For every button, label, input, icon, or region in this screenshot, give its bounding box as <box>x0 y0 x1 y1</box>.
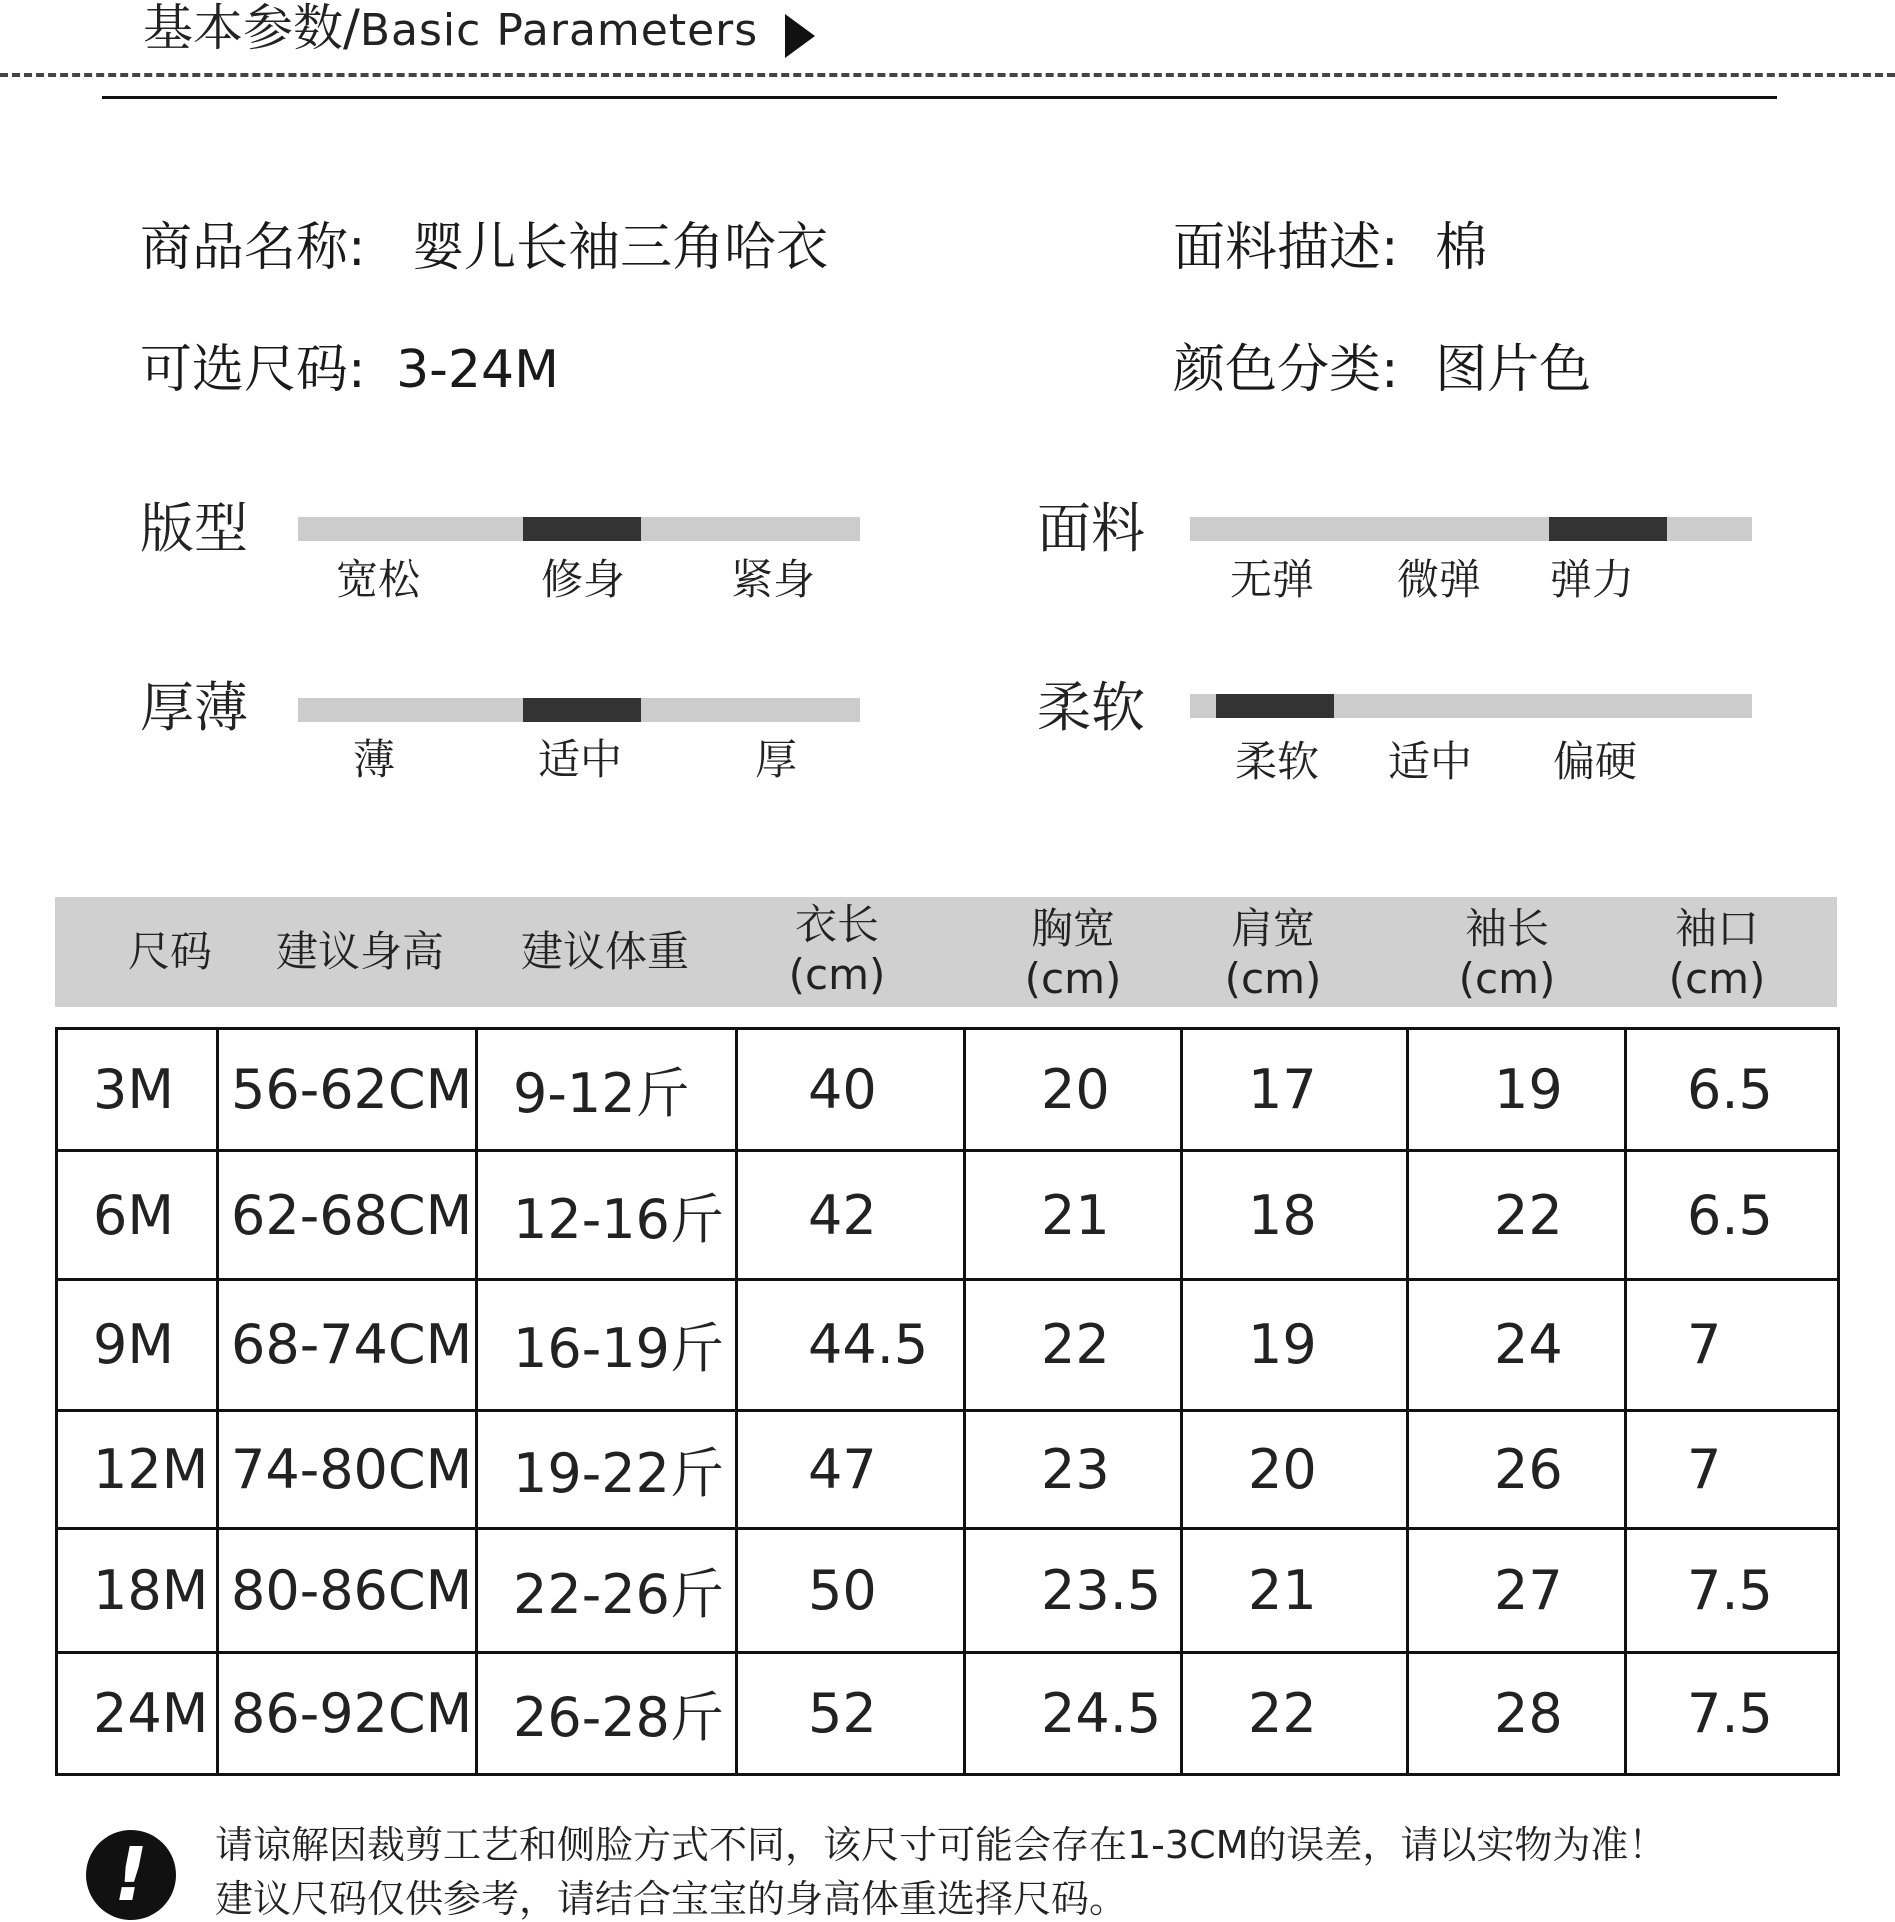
note-line-1: 请谅解因裁剪工艺和侧脸方式不同，该尺寸可能会存在1-3CM的误差，请以实物为准！ <box>215 1823 1667 1867</box>
thickness-option-thin: 薄 <box>353 735 396 784</box>
table-cell: 47 <box>737 1410 965 1528</box>
table-cell: 26-28斤 <box>477 1653 737 1775</box>
exclamation-icon: ! <box>86 1830 176 1920</box>
header-length: 衣长 (cm) <box>788 900 886 999</box>
stretch-scale-marker <box>1549 517 1667 541</box>
table-cell: 24 <box>1408 1280 1626 1411</box>
softness-option-medium: 适中 <box>1388 737 1473 786</box>
table-cell: 28 <box>1408 1653 1626 1775</box>
table-cell: 23.5 <box>965 1528 1182 1653</box>
table-row <box>57 1151 1839 1280</box>
fit-scale-label: 版型 <box>140 497 248 560</box>
table-cell: 40 <box>737 1029 965 1151</box>
play-arrow-icon <box>785 14 815 58</box>
size-row <box>140 340 559 400</box>
product-name-row <box>140 218 828 278</box>
table-cell: 23 <box>965 1410 1182 1528</box>
table-cell: 16-19斤 <box>477 1280 737 1411</box>
table-cell: 21 <box>965 1151 1182 1280</box>
table-cell: 44.5 <box>737 1280 965 1411</box>
table-cell: 9M <box>57 1280 218 1411</box>
stretch-option-none: 无弹 <box>1230 555 1315 604</box>
softness-option-soft: 柔软 <box>1235 737 1320 786</box>
thickness-scale-label: 厚薄 <box>140 676 248 739</box>
table-row <box>57 1653 1839 1775</box>
table-cell: 22 <box>1408 1151 1626 1280</box>
table-cell: 9-12斤 <box>477 1029 737 1151</box>
table-cell: 52 <box>737 1653 965 1775</box>
fit-scale-track <box>298 517 860 541</box>
stretch-option-elastic: 弹力 <box>1550 555 1635 604</box>
table-cell: 24M <box>57 1653 218 1775</box>
table-cell: 22-26斤 <box>477 1528 737 1653</box>
fit-scale-marker <box>523 517 641 541</box>
thickness-option-thick: 厚 <box>755 735 798 784</box>
stretch-scale-track <box>1190 517 1752 541</box>
thickness-option-medium: 适中 <box>538 735 623 784</box>
section-title <box>143 0 758 59</box>
table-row <box>57 1029 1839 1151</box>
section-title-en: Basic Parameters <box>359 5 759 56</box>
header-sleeve-length: 袖长 (cm) <box>1458 904 1556 1003</box>
table-cell: 20 <box>1182 1410 1408 1528</box>
header-chest: 胸宽 (cm) <box>1024 904 1122 1003</box>
table-cell: 12M <box>57 1410 218 1528</box>
table-cell: 56-62CM <box>218 1029 477 1151</box>
table-cell: 50 <box>737 1528 965 1653</box>
note-line-2: 建议尺码仅供参考，请结合宝宝的身高体重选择尺码。 <box>215 1877 1128 1921</box>
table-cell: 74-80CM <box>218 1410 477 1528</box>
fit-option-tight: 紧身 <box>731 555 816 604</box>
color-row <box>1173 340 1591 400</box>
solid-divider <box>102 96 1777 99</box>
stretch-scale-label: 面料 <box>1037 497 1145 560</box>
header-cuff: 袖口 (cm) <box>1668 904 1766 1003</box>
product-name-value: 婴儿长袖三角哈衣 <box>412 218 829 278</box>
softness-scale-label: 柔软 <box>1037 676 1145 739</box>
table-cell: 22 <box>1182 1653 1408 1775</box>
table-cell: 7.5 <box>1626 1653 1839 1775</box>
table-cell: 19-22斤 <box>477 1410 737 1528</box>
table-cell: 19 <box>1408 1029 1626 1151</box>
table-cell: 18 <box>1182 1151 1408 1280</box>
table-cell: 26 <box>1408 1410 1626 1528</box>
table-cell: 17 <box>1182 1029 1408 1151</box>
table-cell: 86-92CM <box>218 1653 477 1775</box>
header-weight: 建议体重 <box>520 927 689 976</box>
header-shoulder: 肩宽 (cm) <box>1224 904 1322 1003</box>
table-cell: 21 <box>1182 1528 1408 1653</box>
size-label: 可选尺码: <box>140 340 366 400</box>
table-cell: 68-74CM <box>218 1280 477 1411</box>
size-table <box>55 1027 1840 1776</box>
fit-option-loose: 宽松 <box>336 555 421 604</box>
fabric-value: 棉 <box>1435 218 1488 278</box>
thickness-scale-track <box>298 698 860 722</box>
fabric-label: 面料描述: <box>1173 218 1399 278</box>
table-cell: 42 <box>737 1151 965 1280</box>
table-cell: 62-68CM <box>218 1151 477 1280</box>
table-row <box>57 1528 1839 1653</box>
header-height: 建议身高 <box>275 927 444 976</box>
color-label: 颜色分类: <box>1173 340 1399 400</box>
table-cell: 12-16斤 <box>477 1151 737 1280</box>
table-cell: 3M <box>57 1029 218 1151</box>
thickness-scale-marker <box>523 698 641 722</box>
softness-option-hard: 偏硬 <box>1553 737 1638 786</box>
header-size: 尺码 <box>127 927 212 976</box>
table-cell: 19 <box>1182 1280 1408 1411</box>
dotted-divider <box>0 73 1895 77</box>
product-name-label: 商品名称: <box>140 218 366 278</box>
size-table-header <box>55 897 1837 1007</box>
section-title-cn: 基本参数/ <box>143 0 360 57</box>
table-cell: 24.5 <box>965 1653 1182 1775</box>
size-value: 3-24M <box>396 340 559 400</box>
table-cell: 80-86CM <box>218 1528 477 1653</box>
table-row <box>57 1410 1839 1528</box>
table-cell: 7.5 <box>1626 1528 1839 1653</box>
table-cell: 18M <box>57 1528 218 1653</box>
table-cell: 7 <box>1626 1280 1839 1411</box>
softness-scale-marker <box>1216 694 1334 718</box>
color-value: 图片色 <box>1435 340 1592 400</box>
softness-scale-track <box>1190 694 1752 718</box>
table-cell: 6M <box>57 1151 218 1280</box>
table-cell: 6.5 <box>1626 1151 1839 1280</box>
fabric-row <box>1173 218 1487 278</box>
table-cell: 22 <box>965 1280 1182 1411</box>
stretch-option-slight: 微弹 <box>1397 555 1482 604</box>
table-cell: 6.5 <box>1626 1029 1839 1151</box>
table-cell: 20 <box>965 1029 1182 1151</box>
table-row <box>57 1280 1839 1411</box>
fit-option-slim: 修身 <box>541 555 626 604</box>
table-cell: 27 <box>1408 1528 1626 1653</box>
table-cell: 7 <box>1626 1410 1839 1528</box>
